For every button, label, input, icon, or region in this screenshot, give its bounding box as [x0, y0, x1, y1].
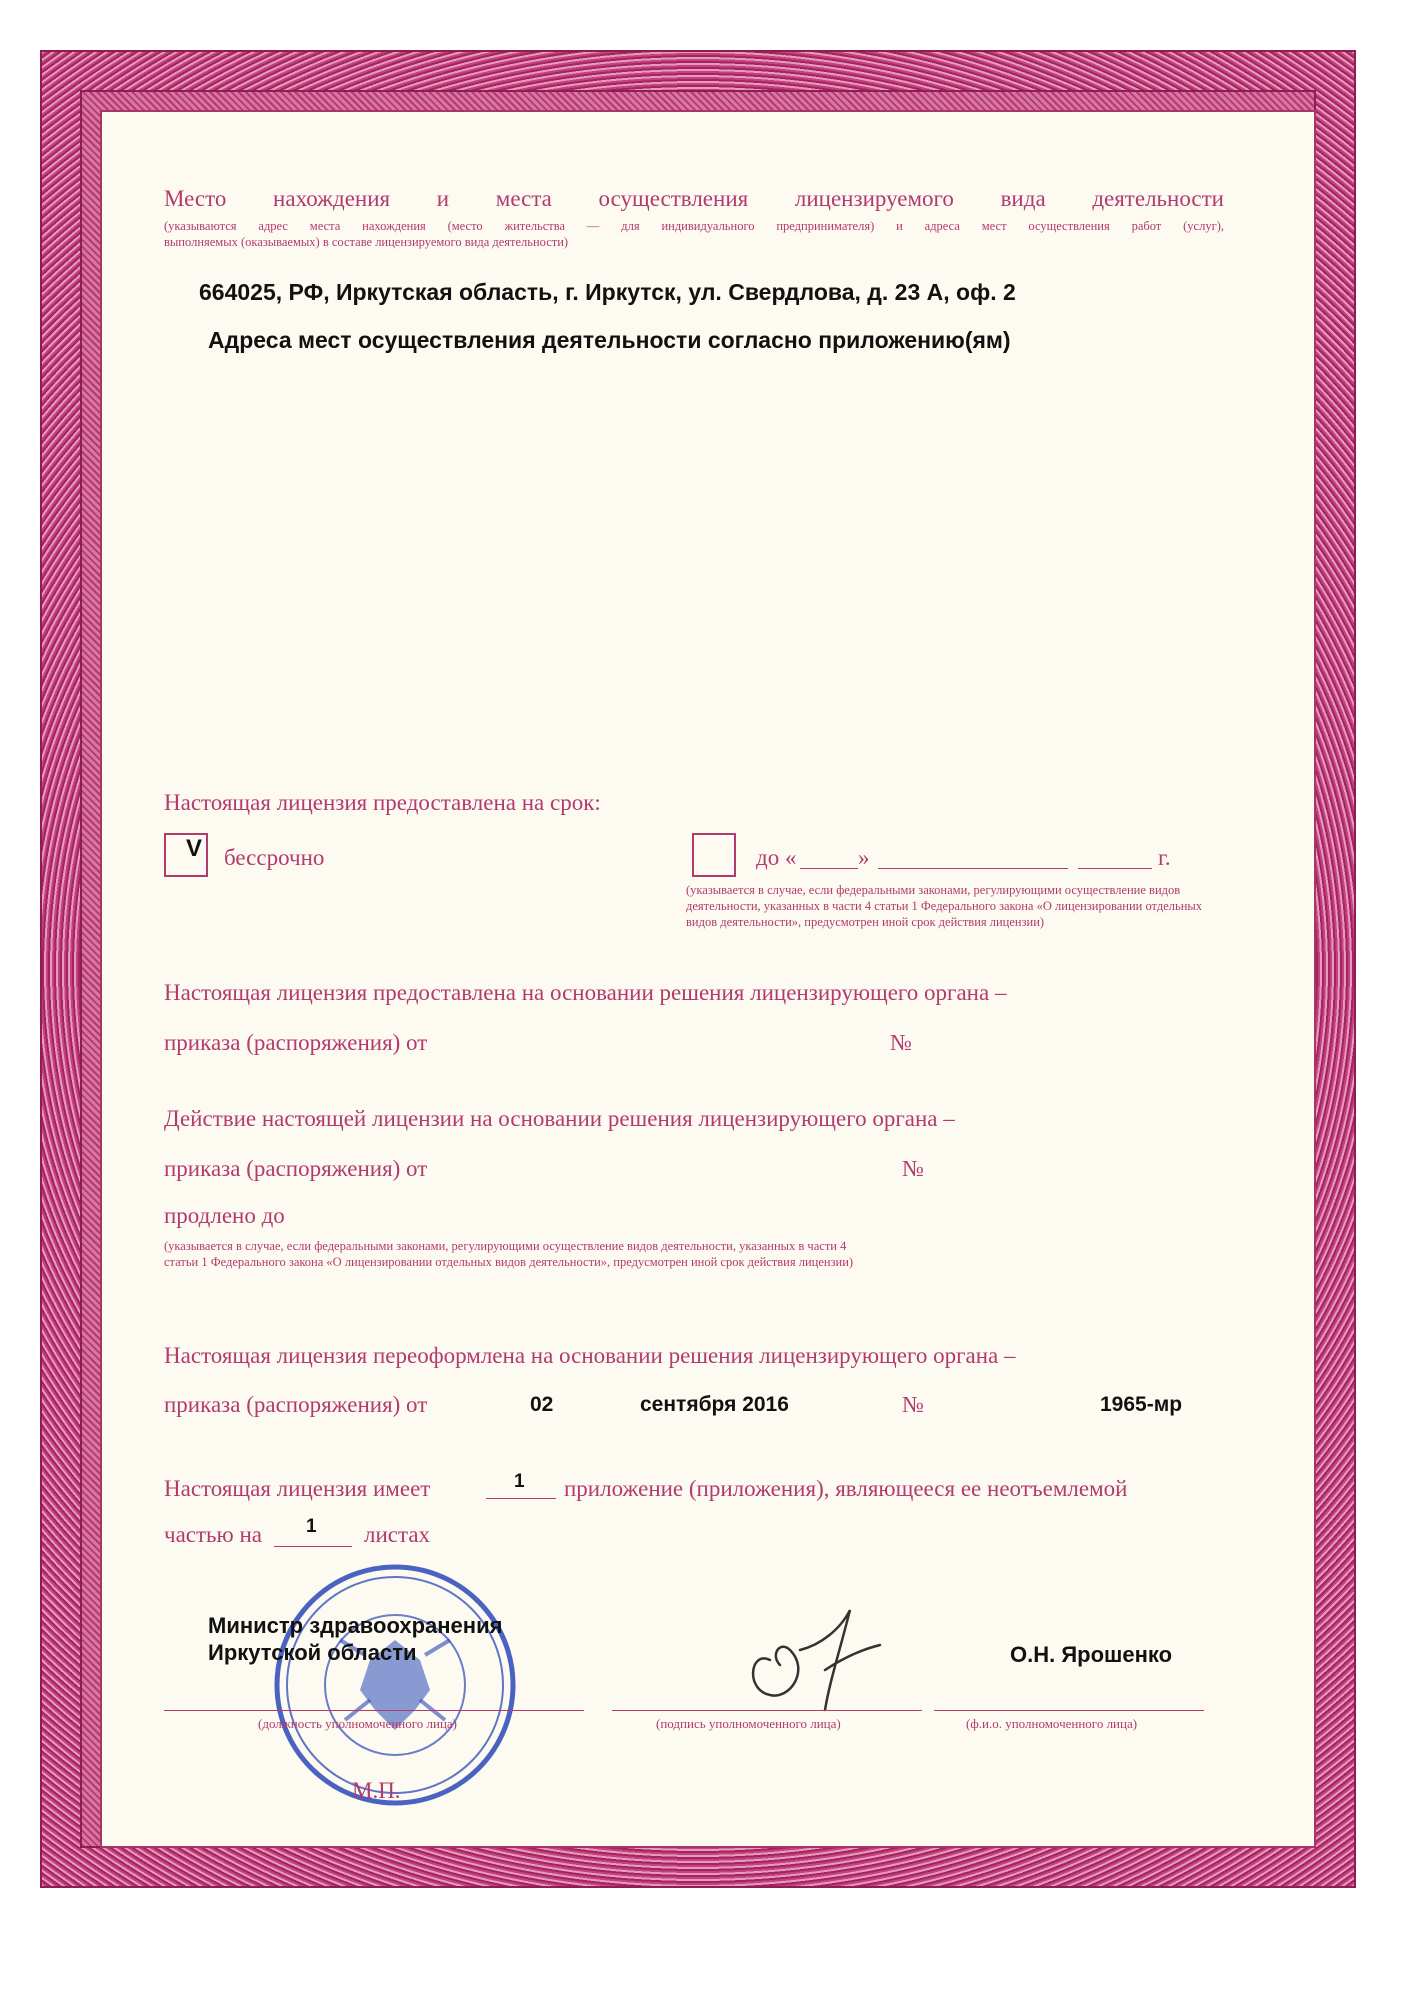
position-caption: (должность уполномоченного лица)	[258, 1716, 458, 1731]
location-heading: Место нахождения и места осуществления лицензируемого вида деятельности	[164, 186, 1224, 211]
appendix-count-line	[486, 1498, 556, 1499]
until-prefix: до «	[756, 845, 797, 870]
signer-name: О.Н. Ярошенко	[1010, 1642, 1173, 1667]
handwritten-signature-icon	[730, 1590, 910, 1720]
indefinite-label: бессрочно	[224, 845, 325, 870]
reissue-number: 1965-мр	[1100, 1393, 1183, 1416]
signature-caption: (подпись уполномоченного лица)	[656, 1716, 841, 1731]
basis-number-sign: №	[890, 1030, 912, 1055]
signer-position-line1: Министр здравоохранения	[208, 1613, 503, 1638]
until-year-suffix: г.	[1158, 845, 1171, 870]
name-caption: (ф.и.о. уполномоченного лица)	[966, 1716, 1138, 1731]
address-line: 664025, РФ, Иркутская область, г. Иркутск, ул. Свердлова, д. 23 А, оф. 2	[199, 279, 1016, 305]
position-sign-line	[164, 1710, 584, 1711]
reissue-line1: Настоящая лицензия переоформлена на основании решения лицензирующего органа –	[164, 1343, 1016, 1368]
signature-sign-line	[612, 1710, 922, 1711]
term-heading: Настоящая лицензия предоставлена на срок:	[164, 790, 601, 815]
location-note-line1: (указываются адрес места нахождения (место жительства — для индивидуального предпринимателя) и адреса мест осуществления работ (услуг),	[164, 219, 1224, 233]
sheets-count: 1	[306, 1516, 317, 1537]
seal-label: М.П.	[352, 1778, 401, 1803]
extension-number-sign: №	[902, 1156, 924, 1181]
reissue-day: 02	[530, 1393, 554, 1416]
reissue-line2: приказа (распоряжения) от	[164, 1392, 428, 1417]
official-stamp-icon	[270, 1560, 520, 1810]
until-day-line	[800, 868, 858, 869]
until-checkbox	[692, 833, 736, 877]
name-sign-line	[934, 1710, 1204, 1711]
appendix-prefix: Настоящая лицензия имеет	[164, 1476, 431, 1501]
appendix-suffix: приложение (приложения), являющееся ее неотъемлемой	[564, 1476, 1128, 1501]
extension-note: (указывается в случае, если федеральными законами, регулирующими осуществление видов деятельности, указанных в части 4 статьи 1 Федерального закона «О лицензировании отдельных видов деятельности», предусмотрен иной срок действия лицензии)	[164, 1239, 854, 1269]
extension-line2: приказа (распоряжения) от	[164, 1156, 428, 1181]
sheets-line	[274, 1546, 352, 1547]
until-note: (указывается в случае, если федеральными законами, регулирующими осуществление видов деятельности, указанных в части 4 статьи 1 Федерального закона «О лицензировании отдельных видов деятельности», предусмотрен иной срок действия лицензии)	[686, 883, 1203, 929]
reissue-month-year: сентября 2016	[640, 1393, 789, 1416]
part-suffix: листах	[364, 1522, 431, 1547]
basis-line2: приказа (распоряжения) от	[164, 1030, 428, 1055]
checkbox-mark: V	[186, 835, 203, 862]
activity-address-note: Адреса мест осуществления деятельности согласно приложению(ям)	[208, 327, 1011, 353]
part-prefix: частью на	[164, 1522, 262, 1547]
until-quote-close: »	[858, 845, 870, 870]
reissue-number-sign: №	[902, 1392, 924, 1417]
signer-position-line2: Иркутской области	[208, 1640, 417, 1665]
location-note-line2: выполняемых (оказываемых) в составе лицензируемого вида деятельности)	[164, 235, 569, 249]
basis-line1: Настоящая лицензия предоставлена на основании решения лицензирующего органа –	[164, 980, 1007, 1005]
extension-line1: Действие настоящей лицензии на основании решения лицензирующего органа –	[164, 1106, 955, 1131]
extended-until-label: продлено до	[164, 1203, 285, 1228]
until-month-line	[878, 868, 1068, 869]
appendix-count: 1	[514, 1471, 525, 1492]
until-year-line	[1078, 868, 1152, 869]
